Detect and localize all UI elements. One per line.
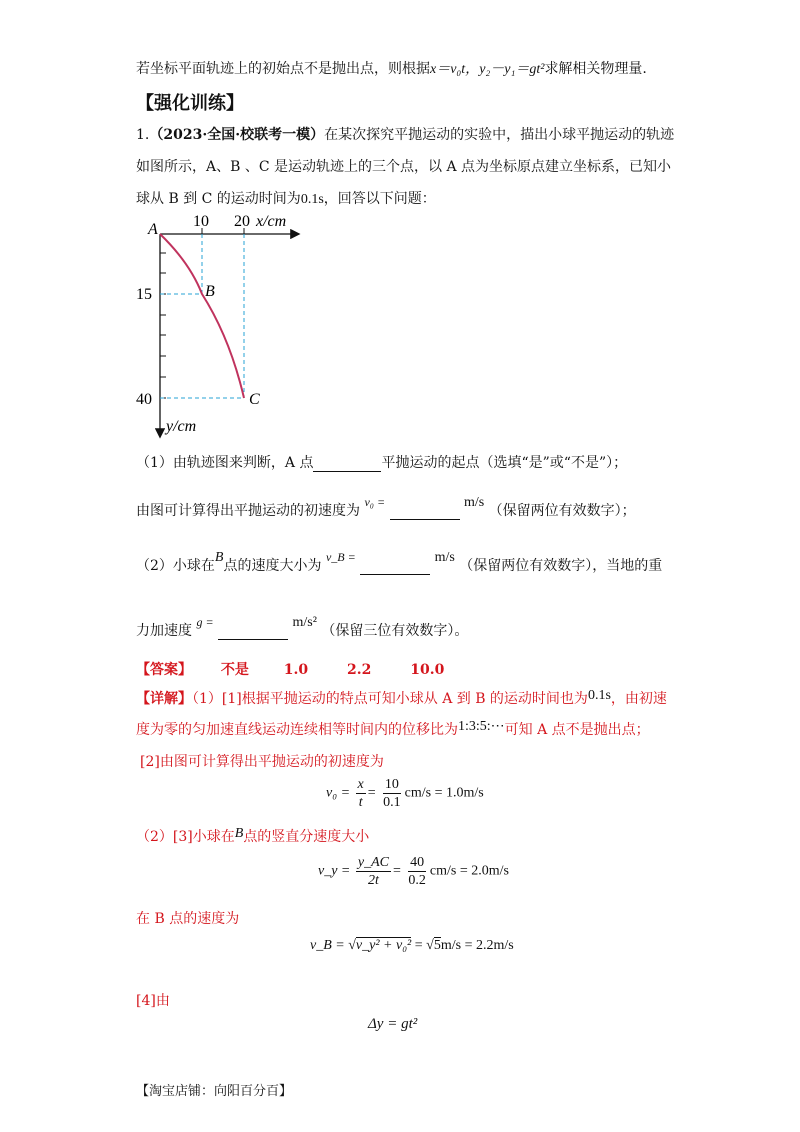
answer-3: 2.2 — [346, 662, 372, 678]
intro-line: 若坐标平面轨迹上的初始点不是抛出点，则根据x＝v₀t，y₂－y₁＝gt²求解相关物理量. — [136, 61, 647, 77]
dashed-guides — [160, 234, 244, 398]
y-axis-label: y/cm — [166, 418, 197, 435]
x-axis-label: x/cm — [256, 213, 287, 230]
answer-4: 10.0 — [410, 662, 445, 678]
part2-line-2: 力加速度 g = m/s² （保留三位有效数字）。 — [136, 615, 469, 639]
footer-shop-label: 【淘宝店铺：向阳百分百】 — [136, 1084, 293, 1099]
equation-v0: v₀ = $\frac{x}{t}$ = $\frac{10}{0.1}$ cm/s = 1.0m/s — [326, 777, 484, 810]
explanation-line-5: 在 B 点的速度为 — [136, 911, 240, 927]
answer-line: 【答案】 不是 1.0 2.2 10.0 — [136, 659, 444, 679]
point-b-label: B — [205, 283, 215, 300]
question-line-3: 球从 B 到 C 的运动时间为0.1s，回答以下问题： — [136, 191, 436, 207]
y-tick-15: 15 — [136, 286, 152, 303]
part2-line-1: （2）小球在B点的速度大小为 v_B = m/s （保留两位有效数字），当地的重 — [136, 550, 663, 574]
question-line-2: 如图所示，A、B 、C 是运动轨迹上的三个点，以 A 点为坐标原点建立坐标系，已知小 — [136, 159, 672, 175]
part1-line-2: 由图可计算得出平抛运动的初速度为 v₀ = m/s （保留两位有效数字）； — [136, 495, 636, 519]
point-c-label: C — [249, 391, 260, 408]
x-tick-10: 10 — [193, 213, 209, 230]
answer-blank-3[interactable] — [360, 558, 430, 575]
explanation-line-3: [2]由图可计算得出平抛运动的初速度为 — [140, 754, 384, 770]
answer-1: 不是 — [220, 662, 249, 678]
answer-blank-1[interactable] — [313, 455, 381, 472]
y-axis-ticks — [160, 253, 166, 398]
equation-vy: v_y = $\frac{y\_AC}{2t}$ = $\frac{40}{0.2}$ cm/s = 2.0m/s — [318, 855, 509, 888]
explanation-line-2: 度为零的匀加速直线运动连续相等时间内的位移比为1:3:5:⋯可知 A 点不是抛出点； — [136, 719, 650, 738]
section-title: 【强化训练】 — [136, 93, 244, 114]
answer-blank-4[interactable] — [218, 623, 288, 640]
equation-delta-y: Δy = gt² — [368, 1016, 418, 1032]
trajectory-figure — [130, 208, 330, 443]
y-tick-40: 40 — [136, 391, 152, 408]
origin-label: A — [148, 221, 158, 238]
answer-blank-2[interactable] — [390, 503, 460, 520]
sqrt-symbol: √ — [348, 938, 356, 953]
question-line-1: 1.（2023·全国·校联考一模）在某次探究平抛运动的实验中，描出小球平抛运动的轨迹 — [136, 127, 675, 143]
explanation-line-1: 【详解】（1）[1]根据平抛运动的特点可知小球从 A 到 B 的运动时间也为0.1s，由初速 — [136, 688, 667, 707]
equation-vb: v_B = √v_y² + v₀² = √5m/s = 2.2m/s — [310, 938, 514, 953]
answer-2: 1.0 — [283, 662, 309, 678]
part1-line-1: （1）由轨迹图来判断，A 点 平抛运动的起点（选填“是”或“不是”）； — [136, 455, 628, 471]
x-tick-20: 20 — [234, 213, 250, 230]
explanation-line-4: （2）[3]小球在B点的竖直分速度大小 — [136, 826, 370, 845]
explanation-line-6: [4]由 — [136, 993, 170, 1009]
